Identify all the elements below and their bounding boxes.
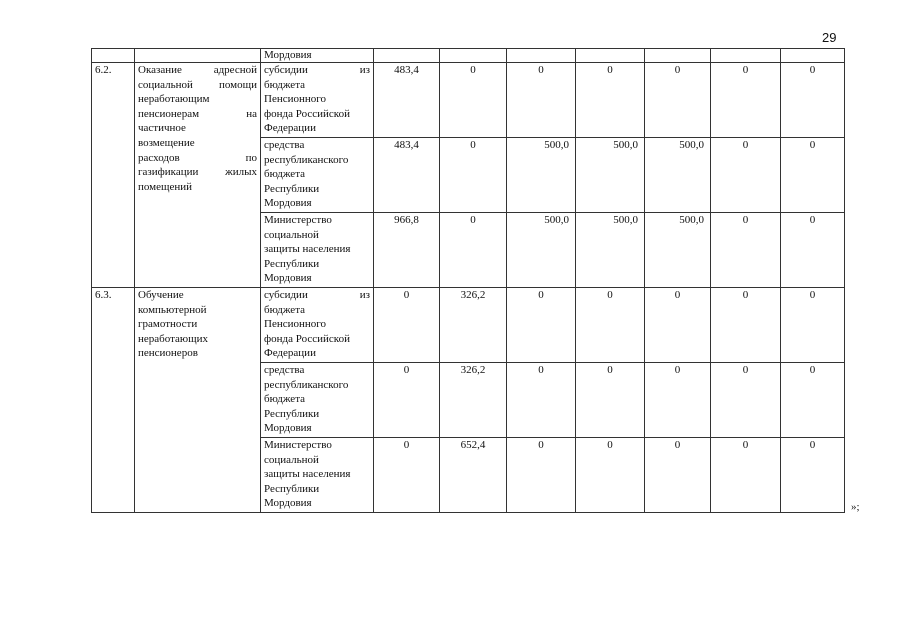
source-line: средства	[264, 364, 305, 376]
amount-cell: 0	[507, 288, 576, 363]
text-word: Оказание	[138, 64, 182, 76]
source-line: средства	[264, 139, 305, 151]
source-line: защиты населения	[264, 468, 351, 481]
amount-cell: 0	[781, 288, 845, 363]
amount-cell: 0	[576, 363, 645, 438]
amount-cell: 0	[645, 288, 711, 363]
amount-cell: 0	[440, 63, 507, 138]
text-word: на	[246, 107, 257, 120]
empty-cell	[440, 49, 507, 63]
source-line: республиканского	[264, 153, 349, 166]
description-line: неработающих	[138, 332, 209, 345]
empty-cell	[507, 49, 576, 63]
amount-cell: 0	[576, 63, 645, 138]
page-number: 29	[822, 30, 837, 45]
amount-cell: 500,0	[507, 213, 576, 288]
table-body	[92, 49, 845, 513]
source-line: социальной	[264, 453, 319, 466]
amount-cell: 500,0	[507, 138, 576, 213]
description-line: возмещение	[138, 136, 195, 149]
activity-description-cell	[135, 288, 261, 513]
amount-cell: 0	[781, 213, 845, 288]
table-row-continued	[92, 49, 845, 63]
source-line: Мордовия	[264, 422, 312, 435]
description-line: компьютерной	[138, 303, 207, 316]
text-word: расходов	[138, 151, 180, 164]
amount-cell: 0	[440, 138, 507, 213]
source-line: Республики	[264, 407, 320, 420]
description-line	[138, 63, 257, 78]
description-line: частичное	[138, 122, 186, 135]
amount-cell: 0	[645, 363, 711, 438]
text-word: пенсионерам	[138, 107, 200, 120]
description-line: Обучение	[138, 289, 184, 301]
description-line	[138, 107, 257, 122]
description-line	[138, 78, 257, 93]
closing-quote-mark: »;	[851, 501, 860, 513]
source-line: бюджета	[264, 393, 306, 406]
amount-cell: 0	[711, 138, 781, 213]
funding-source-cell	[261, 438, 374, 513]
amount-cell: 0	[711, 63, 781, 138]
empty-cell	[781, 49, 845, 63]
amount-cell: 500,0	[645, 213, 711, 288]
description-line: помещений	[138, 180, 193, 193]
source-cell-continued: Мордовия	[261, 49, 374, 63]
amount-cell: 500,0	[576, 213, 645, 288]
amount-cell: 326,2	[440, 288, 507, 363]
text-word: по	[245, 151, 257, 164]
source-line: Республики	[264, 182, 320, 195]
source-line: Пенсионного	[264, 93, 326, 106]
source-line: бюджета	[264, 78, 306, 91]
description-line	[138, 165, 257, 180]
amount-cell: 0	[711, 288, 781, 363]
table-row	[92, 63, 845, 138]
source-line: республиканского	[264, 378, 349, 391]
source-line	[264, 288, 370, 303]
amount-cell: 0	[374, 363, 440, 438]
amount-cell: 500,0	[645, 138, 711, 213]
source-line: бюджета	[264, 303, 306, 316]
funding-source-cell	[261, 213, 374, 288]
amount-cell: 0	[711, 438, 781, 513]
amount-cell: 966,8	[374, 213, 440, 288]
source-line: Министерство	[264, 439, 332, 451]
text-word: субсидии	[264, 64, 308, 76]
description-line	[138, 151, 257, 166]
amount-cell: 0	[645, 438, 711, 513]
description-line: пенсионеров	[138, 347, 198, 360]
description-line: неработающим	[138, 93, 210, 106]
text-word: помощи	[219, 78, 257, 91]
amount-cell: 0	[374, 288, 440, 363]
amount-cell: 0	[781, 438, 845, 513]
amount-cell: 0	[711, 213, 781, 288]
source-line	[264, 63, 370, 78]
amount-cell: 0	[711, 363, 781, 438]
text-word: из	[359, 64, 370, 76]
amount-cell: 483,4	[374, 63, 440, 138]
source-line: Федерации	[264, 347, 316, 360]
activity-description-cell	[135, 63, 261, 288]
source-line: Мордовия	[264, 497, 312, 510]
empty-cell	[135, 49, 261, 63]
empty-cell	[645, 49, 711, 63]
amount-cell: 500,0	[576, 138, 645, 213]
amount-cell: 0	[781, 138, 845, 213]
row-number-cell: 6.3.	[92, 288, 135, 513]
table-row	[92, 288, 845, 363]
source-line: социальной	[264, 228, 319, 241]
amount-cell: 0	[781, 363, 845, 438]
funding-source-cell	[261, 288, 374, 363]
funding-source-cell	[261, 138, 374, 213]
source-line: бюджета	[264, 168, 306, 181]
amount-cell: 483,4	[374, 138, 440, 213]
description-line: грамотности	[138, 318, 198, 331]
amount-cell: 0	[374, 438, 440, 513]
amount-cell: 0	[645, 63, 711, 138]
empty-cell	[576, 49, 645, 63]
source-line: Республики	[264, 257, 320, 270]
source-line: фонда Российской	[264, 332, 350, 345]
text-word: из	[359, 289, 370, 301]
text-word: социальной	[138, 78, 193, 91]
text-word: адресной	[213, 64, 257, 76]
source-line: Министерство	[264, 214, 332, 226]
source-line: Мордовия	[264, 197, 312, 210]
row-number-cell: 6.2.	[92, 63, 135, 288]
amount-cell: 0	[507, 63, 576, 138]
source-line: Республики	[264, 482, 320, 495]
text-word: жилых	[225, 166, 257, 179]
amount-cell: 0	[507, 438, 576, 513]
source-line: фонда Российской	[264, 107, 350, 120]
empty-cell	[711, 49, 781, 63]
source-line: Пенсионного	[264, 318, 326, 331]
source-line: Мордовия	[264, 272, 312, 285]
text-word: субсидии	[264, 289, 308, 301]
amount-cell: 652,4	[440, 438, 507, 513]
funding-source-cell	[261, 63, 374, 138]
amount-cell: 0	[576, 288, 645, 363]
empty-cell	[92, 49, 135, 63]
amount-cell: 0	[781, 63, 845, 138]
source-line: Федерации	[264, 122, 316, 135]
text-word: газификации	[138, 166, 199, 179]
amount-cell: 326,2	[440, 363, 507, 438]
empty-cell	[374, 49, 440, 63]
amount-cell: 0	[507, 363, 576, 438]
funding-source-cell	[261, 363, 374, 438]
program-budget-table	[91, 48, 845, 513]
source-line: защиты населения	[264, 243, 351, 256]
amount-cell: 0	[576, 438, 645, 513]
amount-cell: 0	[440, 213, 507, 288]
